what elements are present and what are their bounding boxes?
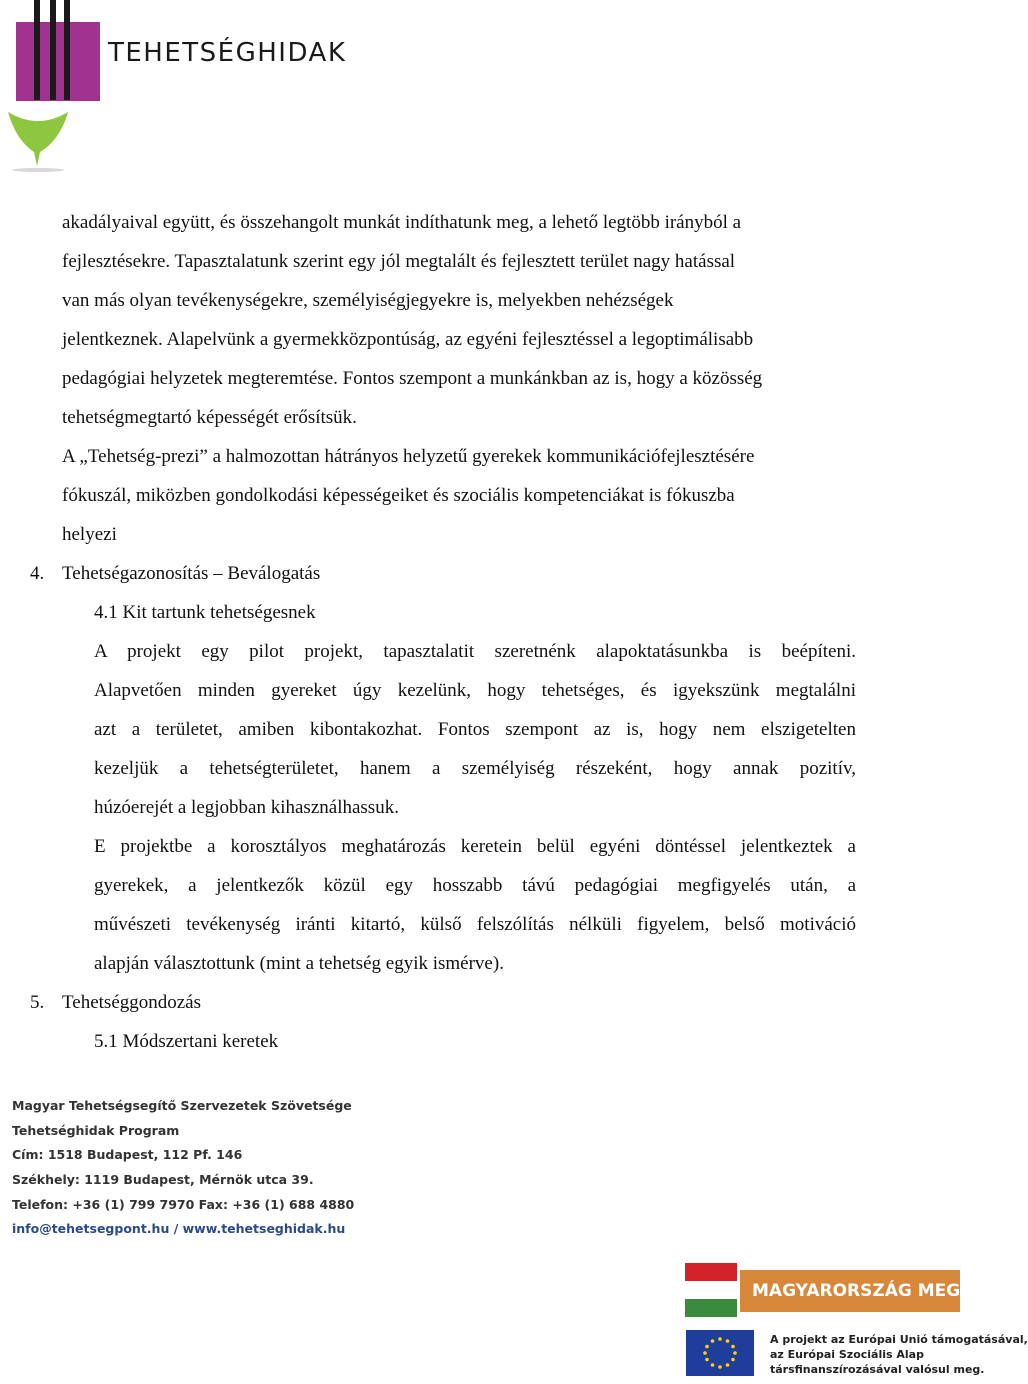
- section-5-number: 5.: [30, 992, 45, 1013]
- para-line: Alapvetően minden gyereket úgy kezelünk, hogy tehetséges, és igyekszünk megtalálni: [94, 680, 856, 701]
- para-line: A projekt egy pilot projekt, tapasztalatit szeretnénk alapoktatásunkba is beépíteni.: [94, 641, 856, 662]
- body-line: helyezi: [62, 524, 117, 545]
- eu-support-line: társfinanszírozásával valósul meg.: [770, 1363, 985, 1376]
- body-line: fókuszál, miközben gondolkodási képességeiket és szociális kompetenciákat is fókuszba: [62, 485, 735, 506]
- body-line: tehetségmegtartó képességét erősítsük.: [62, 407, 357, 428]
- footer-program: Tehetséghidak Program: [12, 1123, 180, 1138]
- footer-seat: Székhely: 1119 Budapest, Mérnök utca 39.: [12, 1172, 314, 1187]
- para-line: gyerekek, a jelentkezők közül egy hosszabb távú pedagógiai megfigyelés után, a: [94, 875, 856, 896]
- logo-purple-block: [16, 22, 100, 101]
- tehetseghidak-logo: [0, 0, 360, 175]
- logo-bar-2: [50, 0, 56, 100]
- body-line: akadályaival együtt, és összehangolt munkát indíthatunk meg, a lehető legtöbb irányból a: [62, 212, 742, 233]
- footer-links[interactable]: info@tehetsegpont.hu / www.tehetseghidak.hu: [12, 1221, 346, 1236]
- body-line: fejlesztésekre. Tapasztalatunk szerint egy jól megtalált és fejlesztett terület nagy hatással: [62, 251, 736, 272]
- eu-support-line: az Európai Szociális Alap: [770, 1348, 924, 1361]
- section-5-title: Tehetséggondozás: [62, 992, 202, 1013]
- body-line: jelentkeznek. Alapelvünk a gyermekközpontúság, az egyéni fejlesztéssel a legoptimálisabb: [62, 329, 754, 350]
- footer-phone: Telefon: +36 (1) 799 7970 Fax: +36 (1) 688 4880: [12, 1197, 355, 1212]
- logo-bar-1: [34, 0, 40, 100]
- section-5-1-title: 5.1 Módszertani keretek: [94, 1031, 279, 1052]
- footer-org-name: Magyar Tehetségsegítő Szervezetek Szövetsége: [12, 1098, 352, 1113]
- section-4-1-title: 4.1 Kit tartunk tehetségesnek: [94, 602, 316, 623]
- magyarorszag-megujul-banner: MAGYARORSZÁG MEGÚJUL: [740, 1270, 960, 1312]
- para-line: azt a területet, amiben kibontakozhat. Fontos szempont az is, hogy nem elszigetelten: [94, 719, 856, 740]
- para-line: húzóerejét a legjobban kihasználhassuk.: [94, 797, 399, 818]
- section-4-number: 4.: [30, 563, 45, 584]
- para-line: kezeljük a tehetségterületet, hanem a személyiség részeként, hogy annak pozitív,: [94, 758, 856, 779]
- leaf-icon: [0, 100, 80, 175]
- logo-brand-text: TEHETSÉGHIDAK: [108, 38, 347, 68]
- eu-support-line: A projekt az Európai Unió támogatásával,: [770, 1333, 1028, 1346]
- eu-flag-icon: [686, 1330, 754, 1376]
- para-line: E projektbe a korosztályos meghatározás keretein belül egyéni döntéssel jelentkeztek a: [94, 836, 856, 857]
- para-line: művészeti tevékenység iránti kitartó, külső felszólítás nélküli figyelem, belső motiváció: [94, 914, 856, 935]
- para-line: alapján választottunk (mint a tehetség egyik ismérve).: [94, 953, 504, 974]
- logo-bar-3: [64, 0, 70, 100]
- section-4-title: Tehetségazonosítás – Beválogatás: [62, 563, 321, 584]
- body-line: A „Tehetség-prezi” a halmozottan hátrányos helyzetű gyerekek kommunikációfejlesztésére: [62, 446, 755, 467]
- body-line: pedagógiai helyzetek megteremtése. Fontos szempont a munkánkban az is, hogy a közösség: [62, 368, 763, 389]
- footer-address: Cím: 1518 Budapest, 112 Pf. 146: [12, 1147, 243, 1162]
- hungary-flag-icon: [685, 1263, 737, 1317]
- body-line: van más olyan tevékenységekre, személyiségjegyekre is, melyekben nehézségek: [62, 290, 674, 311]
